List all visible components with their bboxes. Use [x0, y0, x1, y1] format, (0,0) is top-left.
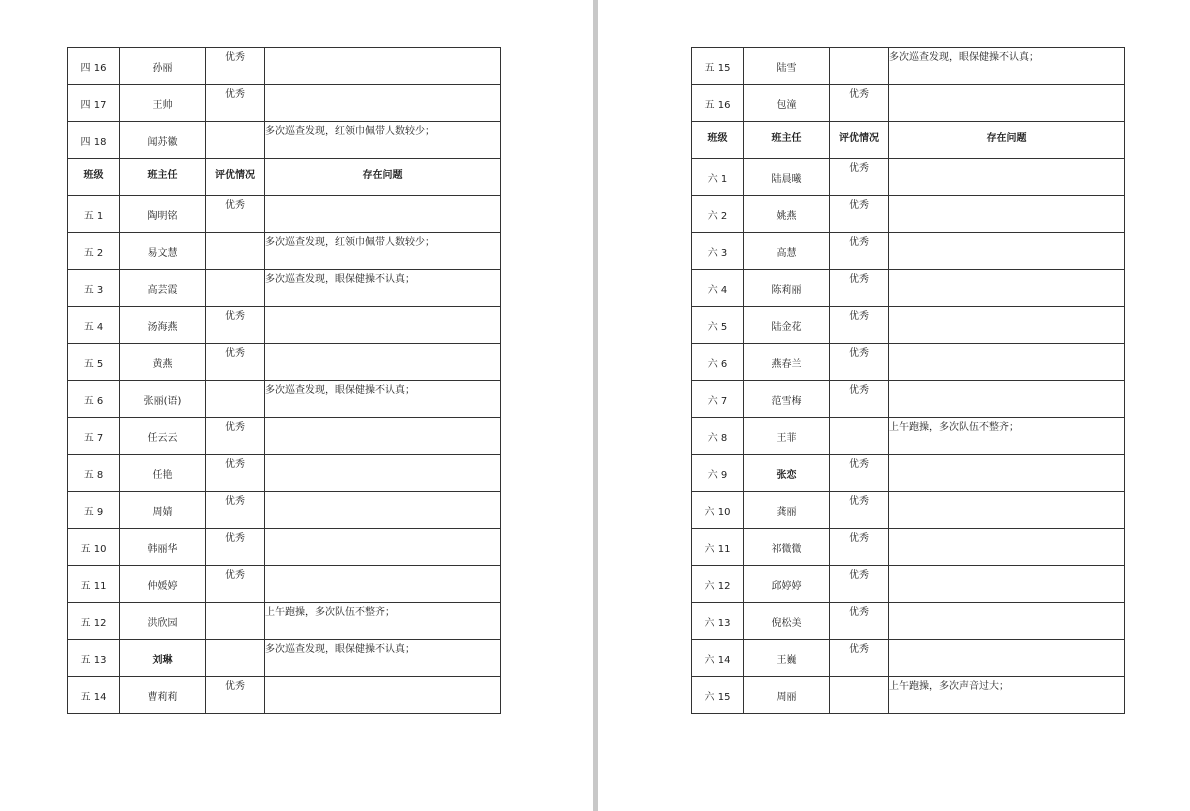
- teacher-cell: 高芸霞: [120, 270, 206, 307]
- rating-cell: 优秀: [830, 159, 889, 196]
- rating-cell: 优秀: [830, 307, 889, 344]
- table-row: [692, 233, 1125, 270]
- rating-cell: [206, 270, 265, 307]
- header-rating-cell: 评优情况: [206, 159, 265, 196]
- issue-cell: [265, 455, 501, 492]
- class-cell: 六 2: [692, 196, 744, 233]
- rating-cell: [830, 48, 889, 85]
- issue-cell: 多次巡查发现，眼保健操不认真；: [889, 48, 1125, 85]
- teacher-cell: 陶明铭: [120, 196, 206, 233]
- teacher-cell: 周丽: [744, 677, 830, 714]
- class-cell: 六 12: [692, 566, 744, 603]
- table-header-row: [68, 159, 501, 196]
- issue-cell: 多次巡查发现，眼保健操不认真；: [265, 270, 501, 307]
- class-cell: 六 10: [692, 492, 744, 529]
- class-cell: 六 5: [692, 307, 744, 344]
- teacher-cell: 刘琳: [120, 640, 206, 677]
- class-cell: 五 10: [68, 529, 120, 566]
- issue-cell: [265, 418, 501, 455]
- teacher-cell: 韩丽华: [120, 529, 206, 566]
- table-row: [68, 640, 501, 677]
- rating-cell: 优秀: [830, 233, 889, 270]
- rating-cell: 优秀: [830, 529, 889, 566]
- table-row: [692, 603, 1125, 640]
- teacher-cell: 包潼: [744, 85, 830, 122]
- header-rating-cell: 评优情况: [830, 122, 889, 159]
- header-teacher-cell: 班主任: [744, 122, 830, 159]
- document-page-right: [598, 0, 1190, 811]
- table-row: [68, 603, 501, 640]
- rating-cell: 优秀: [830, 196, 889, 233]
- issue-cell: [265, 677, 501, 714]
- rating-cell: 优秀: [830, 85, 889, 122]
- table-row: [692, 381, 1125, 418]
- table-row: [68, 677, 501, 714]
- issue-cell: 多次巡查发现，红领巾佩带人数较少；: [265, 233, 501, 270]
- table-row: [692, 85, 1125, 122]
- table-row: [692, 455, 1125, 492]
- rating-cell: 优秀: [206, 344, 265, 381]
- document-page-left: [0, 0, 593, 811]
- rating-cell: 优秀: [206, 48, 265, 85]
- class-cell: 五 12: [68, 603, 120, 640]
- rating-cell: 优秀: [206, 307, 265, 344]
- rating-cell: 优秀: [830, 344, 889, 381]
- class-cell: 四 16: [68, 48, 120, 85]
- table-row: [68, 85, 501, 122]
- table-row: [68, 492, 501, 529]
- issue-cell: 上午跑操，多次声音过大；: [889, 677, 1125, 714]
- teacher-cell: 王菲: [744, 418, 830, 455]
- rating-cell: 优秀: [830, 492, 889, 529]
- teacher-cell: 陆金花: [744, 307, 830, 344]
- class-cell: 五 16: [692, 85, 744, 122]
- teacher-cell: 邱婷婷: [744, 566, 830, 603]
- class-cell: 六 1: [692, 159, 744, 196]
- class-cell: 五 14: [68, 677, 120, 714]
- teacher-cell: 闻苏徽: [120, 122, 206, 159]
- header-class-cell: 班级: [68, 159, 120, 196]
- header-issue-cell: 存在问题: [265, 159, 501, 196]
- rating-cell: [206, 640, 265, 677]
- issue-cell: [889, 233, 1125, 270]
- issue-cell: [889, 270, 1125, 307]
- table-row: [692, 529, 1125, 566]
- rating-cell: [206, 603, 265, 640]
- class-cell: 五 6: [68, 381, 120, 418]
- table-row: [68, 566, 501, 603]
- table-header-row: [692, 122, 1125, 159]
- rating-cell: 优秀: [830, 381, 889, 418]
- class-cell: 六 6: [692, 344, 744, 381]
- teacher-cell: 高慧: [744, 233, 830, 270]
- issue-cell: [265, 307, 501, 344]
- rating-cell: 优秀: [206, 529, 265, 566]
- class-cell: 六 4: [692, 270, 744, 307]
- teacher-cell: 仲媛婷: [120, 566, 206, 603]
- issue-cell: 多次巡查发现，眼保健操不认真；: [265, 640, 501, 677]
- teacher-cell: 龚丽: [744, 492, 830, 529]
- table-row: [68, 418, 501, 455]
- issue-cell: 多次巡查发现，眼保健操不认真；: [265, 381, 501, 418]
- rating-cell: 优秀: [206, 677, 265, 714]
- class-cell: 六 14: [692, 640, 744, 677]
- issue-cell: [889, 640, 1125, 677]
- rating-cell: [830, 418, 889, 455]
- table-row: [692, 677, 1125, 714]
- table-body-left: [68, 48, 501, 714]
- table-row: [692, 566, 1125, 603]
- table-row: [68, 196, 501, 233]
- issue-cell: [265, 492, 501, 529]
- teacher-cell: 王帅: [120, 85, 206, 122]
- teacher-cell: 任艳: [120, 455, 206, 492]
- header-issue-cell: 存在问题: [889, 122, 1125, 159]
- teacher-cell: 范雪梅: [744, 381, 830, 418]
- issue-cell: 上午跑操，多次队伍不整齐；: [889, 418, 1125, 455]
- header-class-cell: 班级: [692, 122, 744, 159]
- table-row: [692, 418, 1125, 455]
- table-row: [692, 159, 1125, 196]
- issue-cell: [889, 603, 1125, 640]
- teacher-cell: 燕春兰: [744, 344, 830, 381]
- rating-cell: 优秀: [830, 640, 889, 677]
- class-cell: 五 2: [68, 233, 120, 270]
- issue-cell: [265, 48, 501, 85]
- table-row: [692, 307, 1125, 344]
- table-row: [68, 344, 501, 381]
- table-row: [68, 529, 501, 566]
- class-cell: 六 13: [692, 603, 744, 640]
- issue-cell: [889, 307, 1125, 344]
- teacher-cell: 曹莉莉: [120, 677, 206, 714]
- rating-cell: 优秀: [206, 566, 265, 603]
- class-cell: 五 4: [68, 307, 120, 344]
- teacher-cell: 祁微微: [744, 529, 830, 566]
- teacher-cell: 张恋: [744, 455, 830, 492]
- issue-cell: [265, 196, 501, 233]
- rating-cell: 优秀: [830, 566, 889, 603]
- table-row: [692, 48, 1125, 85]
- rating-cell: 优秀: [206, 418, 265, 455]
- table-row: [692, 492, 1125, 529]
- table-row: [68, 233, 501, 270]
- class-cell: 五 13: [68, 640, 120, 677]
- rating-cell: 优秀: [830, 603, 889, 640]
- issue-cell: [889, 196, 1125, 233]
- issue-cell: 上午跑操，多次队伍不整齐；: [265, 603, 501, 640]
- issue-cell: [889, 529, 1125, 566]
- class-cell: 六 8: [692, 418, 744, 455]
- table-row: [68, 122, 501, 159]
- rating-cell: [206, 381, 265, 418]
- issue-cell: [889, 159, 1125, 196]
- teacher-cell: 洪欣园: [120, 603, 206, 640]
- teacher-cell: 汤海燕: [120, 307, 206, 344]
- teacher-cell: 易文慧: [120, 233, 206, 270]
- teacher-cell: 倪松美: [744, 603, 830, 640]
- rating-cell: 优秀: [206, 85, 265, 122]
- table-row: [68, 381, 501, 418]
- teacher-cell: 姚燕: [744, 196, 830, 233]
- rating-cell: 优秀: [206, 455, 265, 492]
- teacher-cell: 陈莉丽: [744, 270, 830, 307]
- teacher-cell: 陆雪: [744, 48, 830, 85]
- issue-cell: [889, 85, 1125, 122]
- issue-cell: [889, 492, 1125, 529]
- evaluation-table-left: [67, 47, 501, 714]
- issue-cell: [265, 85, 501, 122]
- issue-cell: [889, 344, 1125, 381]
- class-cell: 六 11: [692, 529, 744, 566]
- issue-cell: [889, 566, 1125, 603]
- evaluation-table-right: [691, 47, 1125, 714]
- class-cell: 五 1: [68, 196, 120, 233]
- table-body-right: [692, 48, 1125, 714]
- table-row: [68, 307, 501, 344]
- issue-cell: [265, 344, 501, 381]
- teacher-cell: 周婧: [120, 492, 206, 529]
- class-cell: 五 9: [68, 492, 120, 529]
- class-cell: 六 15: [692, 677, 744, 714]
- class-cell: 五 11: [68, 566, 120, 603]
- rating-cell: [206, 233, 265, 270]
- issue-cell: 多次巡查发现，红领巾佩带人数较少；: [265, 122, 501, 159]
- class-cell: 六 7: [692, 381, 744, 418]
- rating-cell: [830, 677, 889, 714]
- table-row: [692, 196, 1125, 233]
- teacher-cell: 陆晨曦: [744, 159, 830, 196]
- issue-cell: [265, 529, 501, 566]
- rating-cell: 优秀: [206, 196, 265, 233]
- issue-cell: [265, 566, 501, 603]
- table-row: [692, 344, 1125, 381]
- class-cell: 五 3: [68, 270, 120, 307]
- rating-cell: 优秀: [830, 270, 889, 307]
- rating-cell: 优秀: [830, 455, 889, 492]
- class-cell: 四 17: [68, 85, 120, 122]
- class-cell: 五 15: [692, 48, 744, 85]
- class-cell: 六 3: [692, 233, 744, 270]
- teacher-cell: 黄燕: [120, 344, 206, 381]
- class-cell: 四 18: [68, 122, 120, 159]
- rating-cell: 优秀: [206, 492, 265, 529]
- table-row: [692, 640, 1125, 677]
- issue-cell: [889, 381, 1125, 418]
- teacher-cell: 王巍: [744, 640, 830, 677]
- teacher-cell: 任云云: [120, 418, 206, 455]
- issue-cell: [889, 455, 1125, 492]
- class-cell: 五 5: [68, 344, 120, 381]
- teacher-cell: 孙丽: [120, 48, 206, 85]
- class-cell: 五 7: [68, 418, 120, 455]
- rating-cell: [206, 122, 265, 159]
- teacher-cell: 张丽(语): [120, 381, 206, 418]
- table-row: [68, 270, 501, 307]
- table-row: [692, 270, 1125, 307]
- table-row: [68, 48, 501, 85]
- class-cell: 五 8: [68, 455, 120, 492]
- class-cell: 六 9: [692, 455, 744, 492]
- header-teacher-cell: 班主任: [120, 159, 206, 196]
- table-row: [68, 455, 501, 492]
